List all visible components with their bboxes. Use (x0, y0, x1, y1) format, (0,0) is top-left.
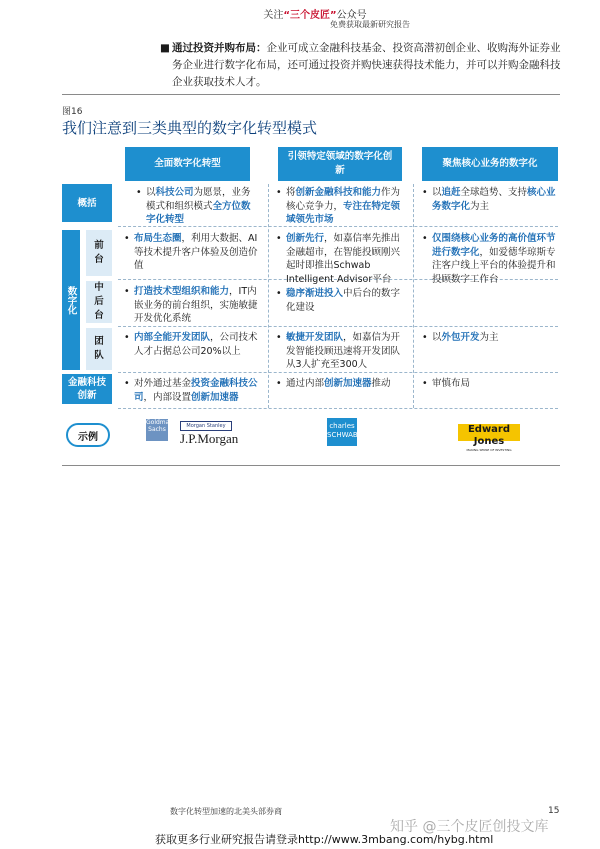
cell-highlight: 创新先行 (286, 233, 325, 244)
figure-title: 我们注意到三类典型的数字化转型模式 (62, 119, 318, 137)
charles-schwab-logo: charles SCHWAB (327, 418, 357, 446)
row-label-front: 前台 (86, 230, 112, 276)
col-header-lead: 引领特定领域的数字化创新 (278, 147, 402, 181)
figure-label: 图16 (62, 107, 83, 117)
cell-midback-full (124, 285, 260, 326)
bullet-dot-icon: • (124, 378, 130, 389)
edward-jones-logo (458, 424, 520, 452)
cell-text: 通过内部 (286, 378, 325, 389)
cell-text: 为愿景，业务模式和组织模式 (146, 187, 251, 212)
watermark: 知乎 @三个皮匠创投文库 (390, 819, 549, 835)
cell-text: ，如嘉信率先推出金融超市，在智能投顾刚兴起时即推出Schwab Intelligent Advisor平台 (286, 233, 401, 285)
cell-highlight: 投资金融科技公司 (134, 378, 258, 403)
intro-bullet (160, 40, 570, 91)
col-separator (413, 184, 414, 408)
cell-highlight: 外包开发 (441, 332, 480, 343)
intro-bullet-text: 企业可成立金融科技基金、投资高潜初创企业、收购海外证券业务企业进行数字化布局，还可通过投资并购快速获得技术能力，并可以并购金融科技企业获取技术人才。 (172, 42, 561, 88)
cell-text: 推动 (371, 378, 391, 389)
bullet-dot-icon: • (124, 286, 130, 297)
cell-text: ，如爱德华琼斯专注客户线上平台的体验提升和投顾数字工作台 (432, 246, 556, 285)
cell-highlight: 内部全能开发团队 (134, 332, 211, 343)
bullet-dot-icon: • (124, 332, 130, 343)
cell-text: 对外通过基金 (134, 378, 192, 389)
cell-highlight: 创新加速器 (191, 391, 239, 403)
cell-text: 为主 (479, 332, 499, 343)
cell-text: 将 (286, 187, 296, 198)
divider (62, 94, 560, 95)
cell-team-core (422, 331, 558, 345)
cell-team-full (124, 331, 260, 358)
cell-text: 以 (432, 187, 442, 198)
col-separator (268, 184, 269, 408)
row-label-midback: 中后台 (86, 281, 112, 323)
cell-fintech-lead (276, 377, 408, 391)
cell-highlight: 敏捷开发团队 (286, 332, 344, 343)
cell-highlight: 核心业务数字化 (432, 187, 556, 212)
cell-team-lead (276, 331, 408, 372)
bullet-dot-icon: • (136, 187, 142, 198)
cell-text: ，利用大数据、AI等技术提升客户体验及创造价值 (134, 233, 258, 271)
goldman-sachs-logo: Goldman Sachs (146, 419, 168, 441)
bullet-dot-icon: • (276, 288, 282, 299)
row-separator (118, 326, 558, 327)
bullet-dot-icon: • (422, 332, 428, 343)
row-label-overview: 概括 (62, 184, 112, 222)
bullet-dot-icon: ■ (160, 42, 170, 54)
cell-text: ，内部设置 (143, 391, 192, 403)
bullet-dot-icon: • (276, 233, 282, 244)
cell-front-lead (276, 232, 408, 286)
bullet-dot-icon: • (276, 332, 282, 343)
jpmorgan-logo: J.P.Morgan (180, 431, 239, 446)
col-header-full: 全面数字化转型 (125, 147, 250, 181)
header-line-2: 免费获取最新研究报告 (330, 20, 410, 29)
cell-highlight: 布局生态圈 (134, 233, 182, 244)
cell-text: 为主 (470, 200, 490, 212)
cell-front-core (422, 232, 558, 286)
cell-highlight: 创新金融科技和能力 (295, 187, 382, 198)
cell-overview-full (136, 186, 258, 227)
cell-overview-core (422, 186, 556, 213)
cell-text: ，公司技术人才占据总公司20%以上 (134, 332, 258, 357)
cell-front-full (124, 232, 260, 273)
intro-bullet-lead: 通过投资并购布局： (172, 42, 267, 54)
bullet-dot-icon: • (422, 233, 428, 244)
cell-highlight: 打造技术型组织和能力 (134, 286, 230, 297)
row-label-fintech: 金融科技创新 (62, 374, 112, 404)
cell-highlight: 科技公司 (155, 187, 194, 198)
row-separator (118, 372, 558, 373)
header-text-post: 公众号 (336, 10, 367, 21)
morgan-stanley-logo: Morgan Stanley (180, 421, 232, 431)
edward-jones-name: Edward Jones (467, 424, 511, 447)
bullet-dot-icon: • (124, 233, 130, 244)
cell-text: 作为核心竞争力， (286, 187, 401, 212)
row-label-digitization: 数字化 (62, 230, 80, 370)
col-header-core: 聚焦核心业务的数字化 (422, 147, 558, 181)
cell-highlight: 创新加速器 (324, 378, 372, 389)
bottom-link-text[interactable]: 获取更多行业研究报告请登录http://www.3mbang.com/hybg.html (155, 833, 494, 846)
bullet-dot-icon: • (422, 378, 428, 389)
cell-text: 全球趋势、支持 (460, 187, 528, 198)
header-text: 关注 (263, 10, 284, 21)
cell-fintech-full (124, 377, 260, 404)
cell-highlight: 专注在特定领域领先市场 (286, 200, 401, 225)
cell-highlight: 稳序渐进投入 (286, 288, 344, 299)
row-separator (118, 408, 558, 409)
edward-jones-tagline: MAKING SENSE OF INVESTING (466, 448, 512, 452)
divider (62, 465, 560, 466)
bullet-dot-icon: • (276, 378, 282, 389)
page-number: 15 (548, 806, 560, 816)
cell-overview-lead (276, 186, 406, 227)
row-label-example: 示例 (66, 423, 110, 447)
cell-highlight: 全方位数字化转型 (146, 200, 251, 225)
cell-text: ，IT内嵌业务的前台组织，实施敏捷开发优化系统 (134, 286, 258, 324)
header-highlight: “三个皮匠” (283, 10, 337, 21)
cell-text: 以 (146, 187, 156, 198)
row-label-team: 团队 (86, 328, 112, 370)
cell-text: 以 (432, 332, 442, 343)
bullet-dot-icon: • (276, 187, 282, 198)
cell-fintech-core (422, 377, 558, 391)
cell-highlight: 仅围绕核心业务的高价值环节进行数字化 (432, 233, 556, 258)
footer-note: 数字化转型加速的北美头部券商 (170, 807, 282, 816)
cell-midback-lead (276, 287, 408, 314)
bullet-dot-icon: • (422, 187, 428, 198)
cell-highlight: 追赶 (441, 187, 461, 198)
cell-text: 中后台的数字化建设 (286, 288, 401, 313)
cell-text: 审慎布局 (432, 378, 471, 389)
cell-text: ，如嘉信为开发智能投顾迅速将开发团队从3人扩充至300人 (286, 332, 401, 370)
